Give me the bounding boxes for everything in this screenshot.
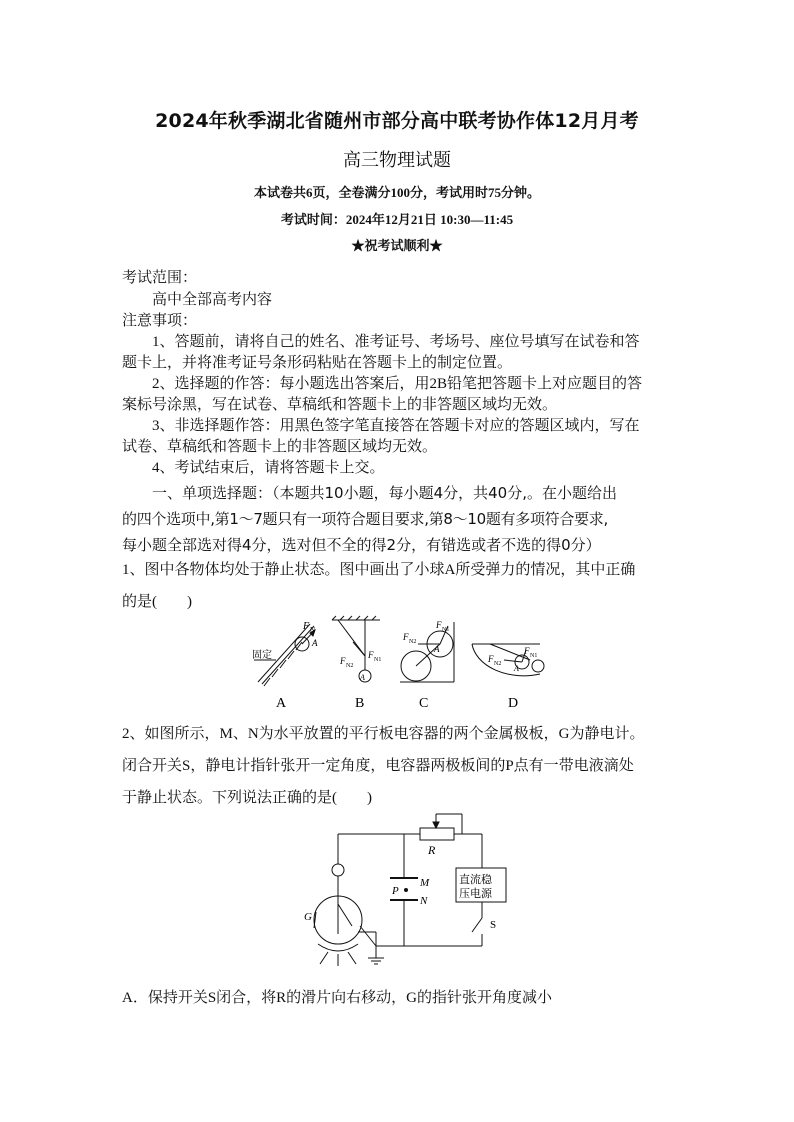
q1-fa-sub: N	[310, 626, 316, 634]
q1-label-d: D	[508, 696, 519, 711]
q1-fd-F2: F	[488, 654, 494, 664]
q1-fd-sub2: N2	[494, 661, 502, 667]
notice-2a: 2、选择题的作答：每小题选出答案后，用2B铅笔把答题卡上对应题目的答	[152, 376, 643, 392]
q2-stem-line1: 2、如图所示，M、N为水平放置的平行板电容器的两个金属极板，G为静电计。	[122, 726, 645, 742]
q1-fig-d	[472, 644, 544, 676]
notice-1b: 题卡上，并将准考证号条形码粘贴在答题卡上的制定位置。	[122, 355, 513, 371]
q1-fc-sub2: N2	[409, 639, 417, 645]
q2-circuit-figure	[296, 808, 516, 978]
q1-fb-F2: F	[340, 656, 346, 666]
q2-label-G: G	[304, 911, 312, 923]
section1-line3: 每小题全部选对得4分，选对但不全的得2分，有错选或者不选的得0分）	[122, 536, 601, 554]
q2-droplet	[404, 888, 408, 892]
q2-label-P: P	[392, 885, 399, 897]
q2-label-R: R	[428, 843, 436, 857]
q1-label-a: A	[276, 696, 287, 711]
notice-2b: 案标号涂黑，写在试卷、草稿纸和答题卡上的非答题区域均无效。	[122, 397, 558, 413]
q1-label-c: C	[419, 696, 429, 711]
exam-title: 2024年秋季湖北省随州市部分高中联考协作体12月月考	[155, 110, 639, 132]
exam-subtitle: 高三物理试题	[343, 150, 451, 170]
q1-fb-F1: F	[368, 650, 374, 660]
notice-3b: 试卷、草稿纸和答题卡上的非答题区域均无效。	[122, 439, 438, 455]
q2-label-N: N	[420, 895, 428, 907]
q1-fc-ball: A	[434, 644, 440, 654]
scope-text: 高中全部高考内容	[152, 292, 273, 308]
q2-stem-line2: 闭合开关S，静电计指针张开一定角度，电容器两极板间的P点有一带电液滴处	[122, 758, 634, 774]
q1-fixed-label: 固定	[252, 650, 272, 661]
q1-fd-ball: A	[514, 664, 519, 673]
notice-label: 注意事项：	[122, 313, 198, 329]
q1-fb-ball: A	[360, 673, 365, 682]
q1-label-b: B	[355, 696, 365, 711]
q1-fc-sub1: N1	[442, 627, 450, 633]
section1-line1: 一、单项选择题：（本题共10小题，每小题4分，共40分,。在小题给出	[152, 484, 617, 502]
q1-fc-F1: F	[436, 620, 442, 630]
q2-stem-line3: 于静止状态。下列说法正确的是( )	[122, 790, 372, 806]
q1-fb-sub2: N2	[346, 663, 354, 669]
q1-fd-F1: F	[524, 646, 530, 656]
q1-fb-sub1: N1	[374, 657, 382, 663]
exam-info-duration: 本试卷共6页，全卷满分100分，考试用时75分钟。	[253, 185, 540, 200]
q2-label-M: M	[420, 877, 430, 889]
q1-fa-ball: A	[312, 638, 318, 648]
exam-motto: ★祝考试顺利★	[351, 238, 443, 253]
notice-1a: 1、答题前，请将自己的姓名、准考证号、考场号、座位号填写在试卷和答	[152, 334, 640, 350]
q1-fa-F: F	[303, 621, 310, 632]
notice-4: 4、考试结束后，请将答题卡上交。	[152, 460, 385, 476]
q1-stem-line1: 1、图中各物体均处于静止状态。图中画出了小球A所受弹力的情况，其中正确	[122, 562, 636, 578]
scope-label: 考试范围：	[122, 270, 198, 286]
q1-figure	[240, 614, 560, 714]
q1-fc-F2: F	[403, 632, 409, 642]
q1-fd-sub1: N1	[530, 653, 538, 659]
q2-option-a: A．保持开关S闭合，将R的滑片向右移动，G的指针张开角度减小	[122, 990, 553, 1006]
q1-fig-b	[332, 616, 380, 682]
q2-label-S: S	[490, 919, 497, 931]
q2-supply-line2: 压电源	[459, 888, 492, 900]
notice-3a: 3、非选择题作答：用黑色签字笔直接答在答题卡对应的答题区域内，写在	[152, 418, 640, 434]
exam-info-time: 考试时间：2024年12月21日 10:30—11:45	[280, 212, 514, 227]
q1-stem-line2: 的是( )	[122, 594, 192, 610]
q2-supply-line1: 直流稳	[459, 874, 492, 886]
section1-line2: 的四个选项中,第1～7题只有一项符合题目要求,第8～10题有多项符合要求,	[122, 510, 608, 528]
